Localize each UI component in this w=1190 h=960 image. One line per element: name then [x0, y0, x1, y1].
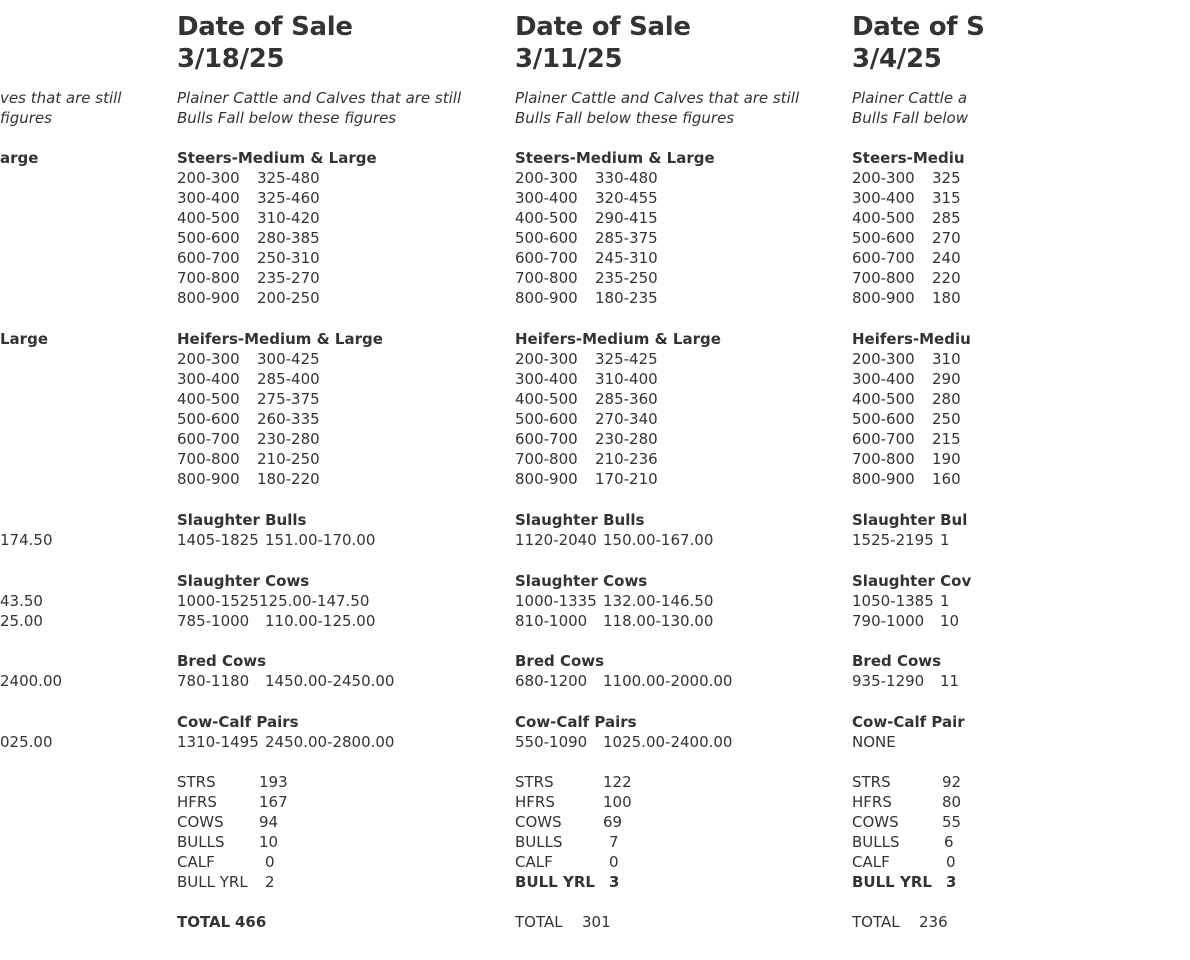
price-range: 215 — [932, 430, 961, 448]
count-label: CALF — [515, 853, 553, 871]
price-range: 260-335 — [257, 410, 320, 428]
steers-price-row — [515, 228, 658, 248]
count-value: 80 — [942, 793, 962, 811]
price-range: 210-250 — [257, 450, 320, 468]
price-range: 325-425 — [595, 350, 658, 368]
price-range: 310-400 — [595, 370, 658, 388]
count-label: COWS — [852, 813, 899, 831]
steers-section-title: Steers-Mediu — [852, 149, 965, 167]
weight-range: 500-600 — [515, 229, 578, 247]
column-note-line1: Plainer Cattle and Calves that are still — [177, 89, 462, 107]
slaughter-cows-row — [852, 591, 950, 611]
bred-cows-title: Bred Cows — [177, 652, 267, 670]
price-range: 235-270 — [257, 269, 320, 287]
head-count-row — [515, 812, 622, 832]
heifers-section-title: Heifers-Medium & Large — [177, 330, 383, 348]
count-value: 2 — [265, 873, 275, 891]
weight-range: 500-600 — [852, 229, 915, 247]
price-range: 325-460 — [257, 189, 320, 207]
heifers-price-row — [177, 429, 320, 449]
weight-range: 300-400 — [852, 189, 915, 207]
weight-range: 300-400 — [515, 370, 578, 388]
count-label: COWS — [515, 813, 562, 831]
weight-range: 200-300 — [515, 169, 578, 187]
price-range: 180-235 — [595, 289, 658, 307]
price-range: 280 — [932, 390, 961, 408]
weight-range: 200-300 — [177, 169, 240, 187]
count-value: 193 — [259, 773, 288, 791]
count-label: CALF — [177, 853, 215, 871]
weight-range: 1310-1495 — [177, 733, 259, 751]
weight-range: 200-300 — [852, 169, 915, 187]
slaughter-cows-title: Slaughter Cov — [852, 572, 972, 590]
count-value: 3 — [946, 873, 957, 891]
weight-range: 700-800 — [515, 450, 578, 468]
slaughter-cows-row — [177, 591, 369, 611]
price-range: 1100.00-2000.00 — [603, 672, 733, 690]
steers-price-row — [852, 228, 961, 248]
count-label: HFRS — [515, 793, 555, 811]
weight-range: 680-1200 — [515, 672, 588, 690]
heifers-price-row — [177, 349, 320, 369]
heifers-price-row — [177, 369, 320, 389]
price-range: 230-280 — [257, 430, 320, 448]
price-range: 180 — [932, 289, 961, 307]
head-count-row — [515, 852, 619, 872]
count-value: 100 — [603, 793, 632, 811]
heifers-price-row — [515, 349, 658, 369]
price-range: 330-480 — [595, 169, 658, 187]
price-range: 310 — [932, 350, 961, 368]
price-range: 275-375 — [257, 390, 320, 408]
head-count-row — [515, 792, 632, 812]
weight-range: 700-800 — [177, 450, 240, 468]
heifers-price-row — [177, 389, 320, 409]
price-range: 151.00-170.00 — [265, 531, 376, 549]
bred-cows-row — [852, 671, 959, 691]
heifers-price-row — [852, 449, 961, 469]
weight-range: 400-500 — [515, 390, 578, 408]
count-value: 94 — [259, 813, 279, 831]
slaughter-bulls-title: Slaughter Bul — [852, 511, 968, 529]
head-count-row — [177, 812, 278, 832]
count-label: CALF — [852, 853, 890, 871]
weight-range: 1050-1385 — [852, 592, 934, 610]
column-note-line1: Plainer Cattle and Calves that are still — [515, 89, 800, 107]
weight-range: 800-900 — [515, 470, 578, 488]
total-label: TOTAL — [515, 913, 563, 931]
total-row — [852, 912, 948, 932]
count-value: 7 — [609, 833, 619, 851]
steers-price-row — [852, 268, 961, 288]
heifers-section-title: Heifers-Medium & Large — [515, 330, 721, 348]
weight-range: 500-600 — [852, 410, 915, 428]
weight-range: 780-1180 — [177, 672, 250, 690]
price-range: 170-210 — [595, 470, 658, 488]
count-value: 0 — [946, 853, 956, 871]
column-note-line2: Bulls Fall below these figures — [515, 109, 735, 127]
price-range: 1 — [940, 531, 950, 549]
price-range: 11 — [940, 672, 960, 690]
price-range: 110.00-125.00 — [265, 612, 376, 630]
heifers-price-row — [515, 409, 658, 429]
head-count-row — [852, 852, 956, 872]
head-count-row — [177, 832, 278, 852]
price-range: 245-310 — [595, 249, 658, 267]
weight-range: 200-300 — [515, 350, 578, 368]
price-range: 160 — [932, 470, 961, 488]
weight-range: 1120-2040 — [515, 531, 597, 549]
weight-range: 800-900 — [852, 289, 915, 307]
heifers-price-row — [852, 389, 961, 409]
slaughter-cows-row: 25.00 — [0, 612, 43, 630]
slaughter-cows-row: 43.50 — [0, 592, 43, 610]
steers-price-row — [515, 208, 658, 228]
sale-date-heading: Date of Sale — [177, 12, 353, 42]
weight-range: 200-300 — [177, 350, 240, 368]
price-range: 280-385 — [257, 229, 320, 247]
heifers-price-row — [177, 409, 320, 429]
weight-range: 500-600 — [177, 229, 240, 247]
total-label: TOTAL — [852, 913, 900, 931]
weight-range: 550-1090 — [515, 733, 588, 751]
heifers-price-row — [515, 469, 658, 489]
steers-price-row — [177, 188, 320, 208]
heifers-price-row — [852, 369, 961, 389]
count-label: BULLS — [852, 833, 900, 851]
total-label: TOTAL — [177, 913, 231, 931]
price-range: 1 — [940, 592, 950, 610]
count-value: 0 — [609, 853, 619, 871]
weight-range: 700-800 — [177, 269, 240, 287]
sale-date-heading: Date of S — [852, 12, 985, 42]
weight-range: 500-600 — [515, 410, 578, 428]
weight-range: 600-700 — [852, 249, 915, 267]
sale-date-value: 3/18/25 — [177, 44, 285, 74]
heifers-price-row — [177, 469, 320, 489]
steers-price-row — [177, 288, 320, 308]
count-label: STRS — [852, 773, 891, 791]
slaughter-cows-title: Slaughter Cows — [177, 572, 310, 590]
total-value: 466 — [235, 913, 267, 931]
bred-cows-row — [515, 671, 732, 691]
head-count-row — [177, 792, 288, 812]
price-range: 285-375 — [595, 229, 658, 247]
count-value: 92 — [942, 773, 962, 791]
weight-range: 935-1290 — [852, 672, 925, 690]
price-range: 200-250 — [257, 289, 320, 307]
price-range: 230-280 — [595, 430, 658, 448]
cow-calf-pairs-row — [177, 732, 394, 752]
steers-section-title: arge — [0, 149, 39, 167]
price-range: 285-400 — [257, 370, 320, 388]
weight-range: 400-500 — [852, 390, 915, 408]
cow-calf-pairs-row: 025.00 — [0, 733, 53, 751]
weight-range: 800-900 — [177, 289, 240, 307]
price-range: 2450.00-2800.00 — [265, 733, 395, 751]
slaughter-bulls-title: Slaughter Bulls — [177, 511, 307, 529]
count-label: BULL YRL — [515, 873, 595, 891]
head-count-row — [177, 772, 288, 792]
weight-range: 1405-1825 — [177, 531, 259, 549]
head-count-row — [852, 812, 961, 832]
head-count-row — [852, 792, 961, 812]
column-note-line2: Bulls Fall below these figures — [177, 109, 397, 127]
heifers-price-row — [852, 349, 961, 369]
bred-cows-row: 2400.00 — [0, 672, 63, 690]
price-range: 290 — [932, 370, 961, 388]
weight-range: 700-800 — [515, 269, 578, 287]
price-range: 310-420 — [257, 209, 320, 227]
count-value: 10 — [259, 833, 279, 851]
price-range: 190 — [932, 450, 961, 468]
price-range: 125.00-147.50 — [259, 592, 370, 610]
weight-range: 800-900 — [177, 470, 240, 488]
count-label: STRS — [177, 773, 216, 791]
heifers-price-row — [515, 429, 658, 449]
head-count-row — [177, 852, 275, 872]
weight-range: 700-800 — [852, 450, 915, 468]
steers-price-row — [515, 288, 658, 308]
weight-range: 200-300 — [852, 350, 915, 368]
price-range: 1025.00-2400.00 — [603, 733, 733, 751]
steers-price-row — [177, 208, 320, 228]
weight-range: 300-400 — [177, 370, 240, 388]
count-label: BULL YRL — [852, 873, 932, 891]
price-range: 1450.00-2450.00 — [265, 672, 395, 690]
column-note-line2: figures — [0, 109, 52, 127]
steers-price-row — [852, 208, 961, 228]
weight-range: 500-600 — [177, 410, 240, 428]
slaughter-cows-row — [515, 611, 713, 631]
price-range: 250-310 — [257, 249, 320, 267]
column-note-line2: Bulls Fall below — [852, 109, 969, 127]
weight-range: 300-400 — [852, 370, 915, 388]
sale-date-heading: Date of Sale — [515, 12, 691, 42]
column-note-line1: Plainer Cattle a — [852, 89, 968, 107]
count-label: COWS — [177, 813, 224, 831]
price-range: 285-360 — [595, 390, 658, 408]
total-value: 301 — [582, 913, 611, 931]
price-range: 235-250 — [595, 269, 658, 287]
head-count-row — [515, 832, 619, 852]
weight-range: 790-1000 — [852, 612, 925, 630]
price-range: 118.00-130.00 — [603, 612, 714, 630]
count-label: BULLS — [177, 833, 225, 851]
price-range: 180-220 — [257, 470, 320, 488]
price-range: 220 — [932, 269, 961, 287]
steers-price-row — [852, 248, 961, 268]
slaughter-bulls-row — [177, 530, 375, 550]
price-range: 325-480 — [257, 169, 320, 187]
bred-cows-title: Bred Cows — [515, 652, 605, 670]
price-range: 210-236 — [595, 450, 658, 468]
weight-range: 600-700 — [515, 430, 578, 448]
slaughter-cows-title: Slaughter Cows — [515, 572, 648, 590]
count-label: HFRS — [852, 793, 892, 811]
weight-range: 810-1000 — [515, 612, 588, 630]
cow-calf-pairs-title: Cow-Calf Pair — [852, 713, 965, 731]
steers-price-row — [852, 168, 961, 188]
head-count-row — [515, 772, 632, 792]
weight-range: 785-1000 — [177, 612, 250, 630]
weight-range: 300-400 — [177, 189, 240, 207]
heifers-price-row — [852, 429, 961, 449]
heifers-price-row — [515, 389, 658, 409]
heifers-price-row — [177, 449, 320, 469]
weight-range: 300-400 — [515, 189, 578, 207]
weight-range: 600-700 — [177, 430, 240, 448]
cow-calf-pairs-row — [515, 732, 732, 752]
total-row — [515, 912, 611, 932]
steers-price-row — [177, 248, 320, 268]
head-count-row — [852, 872, 956, 892]
weight-range: 700-800 — [852, 269, 915, 287]
count-value: 6 — [944, 833, 954, 851]
heifers-price-row — [515, 369, 658, 389]
slaughter-bulls-row — [852, 530, 950, 550]
slaughter-bulls-row: 174.50 — [0, 531, 53, 549]
slaughter-bulls-title: Slaughter Bulls — [515, 511, 645, 529]
heifers-price-row — [852, 469, 961, 489]
count-label: STRS — [515, 773, 554, 791]
steers-price-row — [852, 188, 961, 208]
steers-price-row — [515, 248, 658, 268]
weight-range: 400-500 — [852, 209, 915, 227]
slaughter-cows-row — [177, 611, 375, 631]
bred-cows-row — [177, 671, 394, 691]
weight-range: 400-500 — [177, 209, 240, 227]
count-value: 167 — [259, 793, 288, 811]
weight-range: 1000-1525 — [177, 592, 259, 610]
price-range: 285 — [932, 209, 961, 227]
cow-calf-pairs-title: Cow-Calf Pairs — [515, 713, 637, 731]
price-range: 150.00-167.00 — [603, 531, 714, 549]
head-count-row — [177, 872, 275, 892]
head-count-row — [515, 872, 619, 892]
price-range: 132.00-146.50 — [603, 592, 714, 610]
bred-cows-title: Bred Cows — [852, 652, 942, 670]
price-range: 10 — [940, 612, 960, 630]
count-label: HFRS — [177, 793, 217, 811]
steers-section-title: Steers-Medium & Large — [177, 149, 377, 167]
slaughter-bulls-row — [515, 530, 713, 550]
weight-range: 800-900 — [852, 470, 915, 488]
slaughter-cows-row — [852, 611, 959, 631]
column-note-line1: ves that are still — [0, 89, 122, 107]
total-value: 236 — [919, 913, 948, 931]
count-value: 0 — [265, 853, 275, 871]
count-label: BULLS — [515, 833, 563, 851]
cow-calf-pairs-row — [852, 732, 896, 752]
weight-range: 1525-2195 — [852, 531, 934, 549]
heifers-price-row — [852, 409, 961, 429]
price-range: 270 — [932, 229, 961, 247]
steers-section-title: Steers-Medium & Large — [515, 149, 715, 167]
weight-range: 400-500 — [515, 209, 578, 227]
price-range: 300-425 — [257, 350, 320, 368]
total-row — [177, 912, 266, 932]
head-count-row — [852, 832, 954, 852]
heifers-section-title: Heifers-Mediu — [852, 330, 971, 348]
weight-range: 600-700 — [177, 249, 240, 267]
price-range: 240 — [932, 249, 961, 267]
steers-price-row — [177, 168, 320, 188]
weight-range: 400-500 — [177, 390, 240, 408]
price-range: 290-415 — [595, 209, 658, 227]
count-value: 3 — [609, 873, 620, 891]
cow-calf-pairs-title: Cow-Calf Pairs — [177, 713, 299, 731]
slaughter-cows-row — [515, 591, 713, 611]
price-range: 315 — [932, 189, 961, 207]
weight-range: 800-900 — [515, 289, 578, 307]
steers-price-row — [852, 288, 961, 308]
steers-price-row — [515, 268, 658, 288]
weight-range: 600-700 — [515, 249, 578, 267]
weight-range: 1000-1335 — [515, 592, 597, 610]
count-label: BULL YRL — [177, 873, 248, 891]
weight-range: 600-700 — [852, 430, 915, 448]
count-value: 69 — [603, 813, 623, 831]
weight-range: NONE — [852, 733, 896, 751]
price-range: 250 — [932, 410, 961, 428]
price-range: 320-455 — [595, 189, 658, 207]
heifers-price-row — [515, 449, 658, 469]
sale-date-value: 3/4/25 — [852, 44, 942, 74]
steers-price-row — [515, 188, 658, 208]
count-value: 55 — [942, 813, 962, 831]
head-count-row — [852, 772, 961, 792]
steers-price-row — [177, 228, 320, 248]
price-range: 270-340 — [595, 410, 658, 428]
count-value: 122 — [603, 773, 632, 791]
price-range: 325 — [932, 169, 961, 187]
heifers-section-title: Large — [0, 330, 48, 348]
steers-price-row — [177, 268, 320, 288]
steers-price-row — [515, 168, 658, 188]
sale-date-value: 3/11/25 — [515, 44, 623, 74]
